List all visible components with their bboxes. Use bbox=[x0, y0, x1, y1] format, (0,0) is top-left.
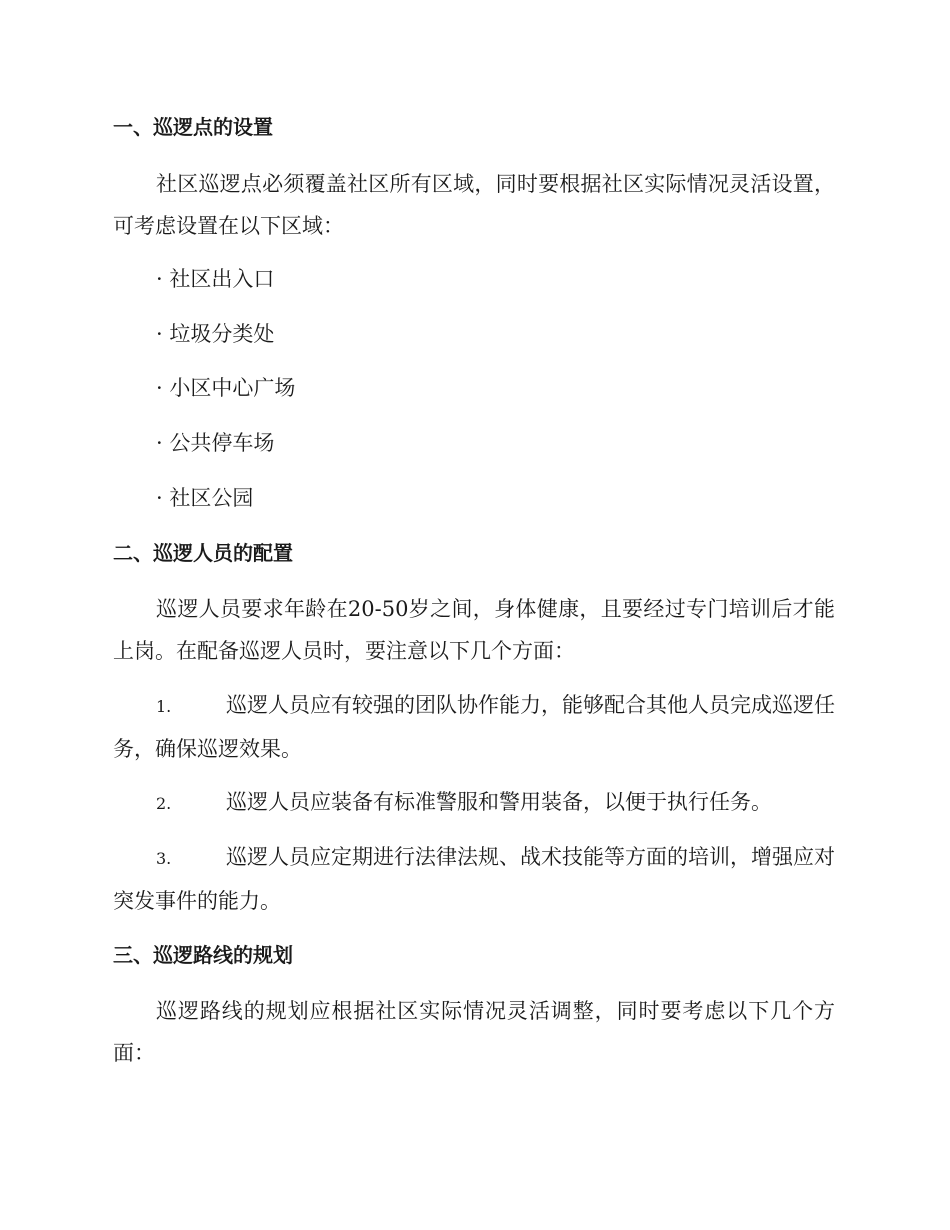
numbered-item-1 bbox=[113, 684, 835, 770]
section-paragraph-2: 巡逻人员要求年龄在20-50岁之间，身体健康，且要经过专门培训后才能上岗。在配备巡逻人员时，要注意以下几个方面： bbox=[113, 597, 835, 663]
item-text: 巡逻人员应装备有标准警服和警用装备，以便于执行任务。 bbox=[226, 790, 772, 814]
list-item: · 垃圾分类处 bbox=[156, 322, 275, 346]
section-paragraph-3: 巡逻路线的规划应根据社区实际情况灵活调整，同时要考虑以下几个方面： bbox=[113, 999, 835, 1065]
section-heading-1: 一、巡逻点的设置 bbox=[113, 115, 273, 139]
section-heading-3: 三、巡逻路线的规划 bbox=[113, 943, 293, 967]
item-number: 3. bbox=[156, 849, 172, 868]
item-text: 巡逻人员应定期进行法律法规、战术技能等方面的培训，增强应对突发事件的能力。 bbox=[113, 845, 835, 913]
numbered-item-3 bbox=[113, 836, 835, 922]
list-item: · 社区出入口 bbox=[156, 267, 275, 291]
numbered-item-2 bbox=[113, 781, 835, 825]
item-text: 巡逻人员应有较强的团队协作能力，能够配合其他人员完成巡逻任务，确保巡逻效果。 bbox=[113, 693, 835, 761]
item-number: 2. bbox=[156, 794, 172, 813]
list-item: · 公共停车场 bbox=[156, 431, 275, 455]
section-heading-2: 二、巡逻人员的配置 bbox=[113, 541, 293, 565]
section-paragraph-1: 社区巡逻点必须覆盖社区所有区域，同时要根据社区实际情况灵活设置，可考虑设置在以下区域： bbox=[113, 172, 835, 238]
list-item: · 社区公园 bbox=[156, 486, 254, 510]
list-item: · 小区中心广场 bbox=[156, 376, 296, 400]
item-number: 1. bbox=[156, 697, 172, 716]
